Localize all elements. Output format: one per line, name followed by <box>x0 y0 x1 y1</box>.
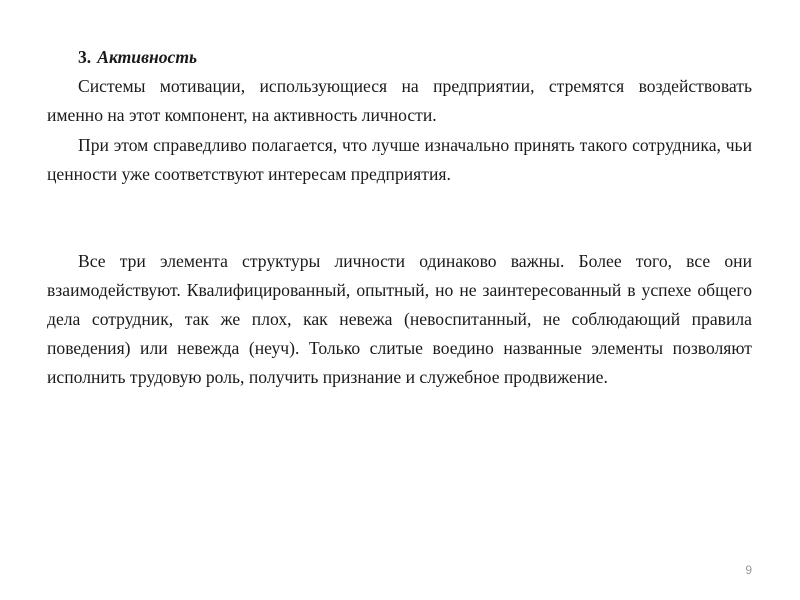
paragraph-1: Системы мотивации, использующиеся на предприятии, стремятся воздействовать именно на этот компонент, на активность личности. <box>47 76 752 125</box>
text-body <box>47 43 752 392</box>
page-number: 9 <box>745 563 752 577</box>
paragraph-spacer <box>47 189 752 247</box>
paragraph-2: При этом справедливо полагается, что лучше изначально принять такого сотрудника, чьи ценности уже соответствуют интересам предприятия. <box>47 135 752 184</box>
section-number: 3. <box>78 47 92 67</box>
paragraph-3: Все три элемента структуры личности одинаково важны. Более того, все они взаимодействуют. Квалифицированный, опытный, но не заинтересованный в успехе общего дела сотрудник, так же плох, как невежа (невоспитанный, не соблюдающий правила поведения) или невежда (неуч). Только слитые воедино названные элементы позволяют исполнить трудовую роль, получить признание и служебное продвижение. <box>47 251 752 387</box>
section-heading <box>47 43 752 72</box>
section-title: Активность <box>97 47 198 67</box>
